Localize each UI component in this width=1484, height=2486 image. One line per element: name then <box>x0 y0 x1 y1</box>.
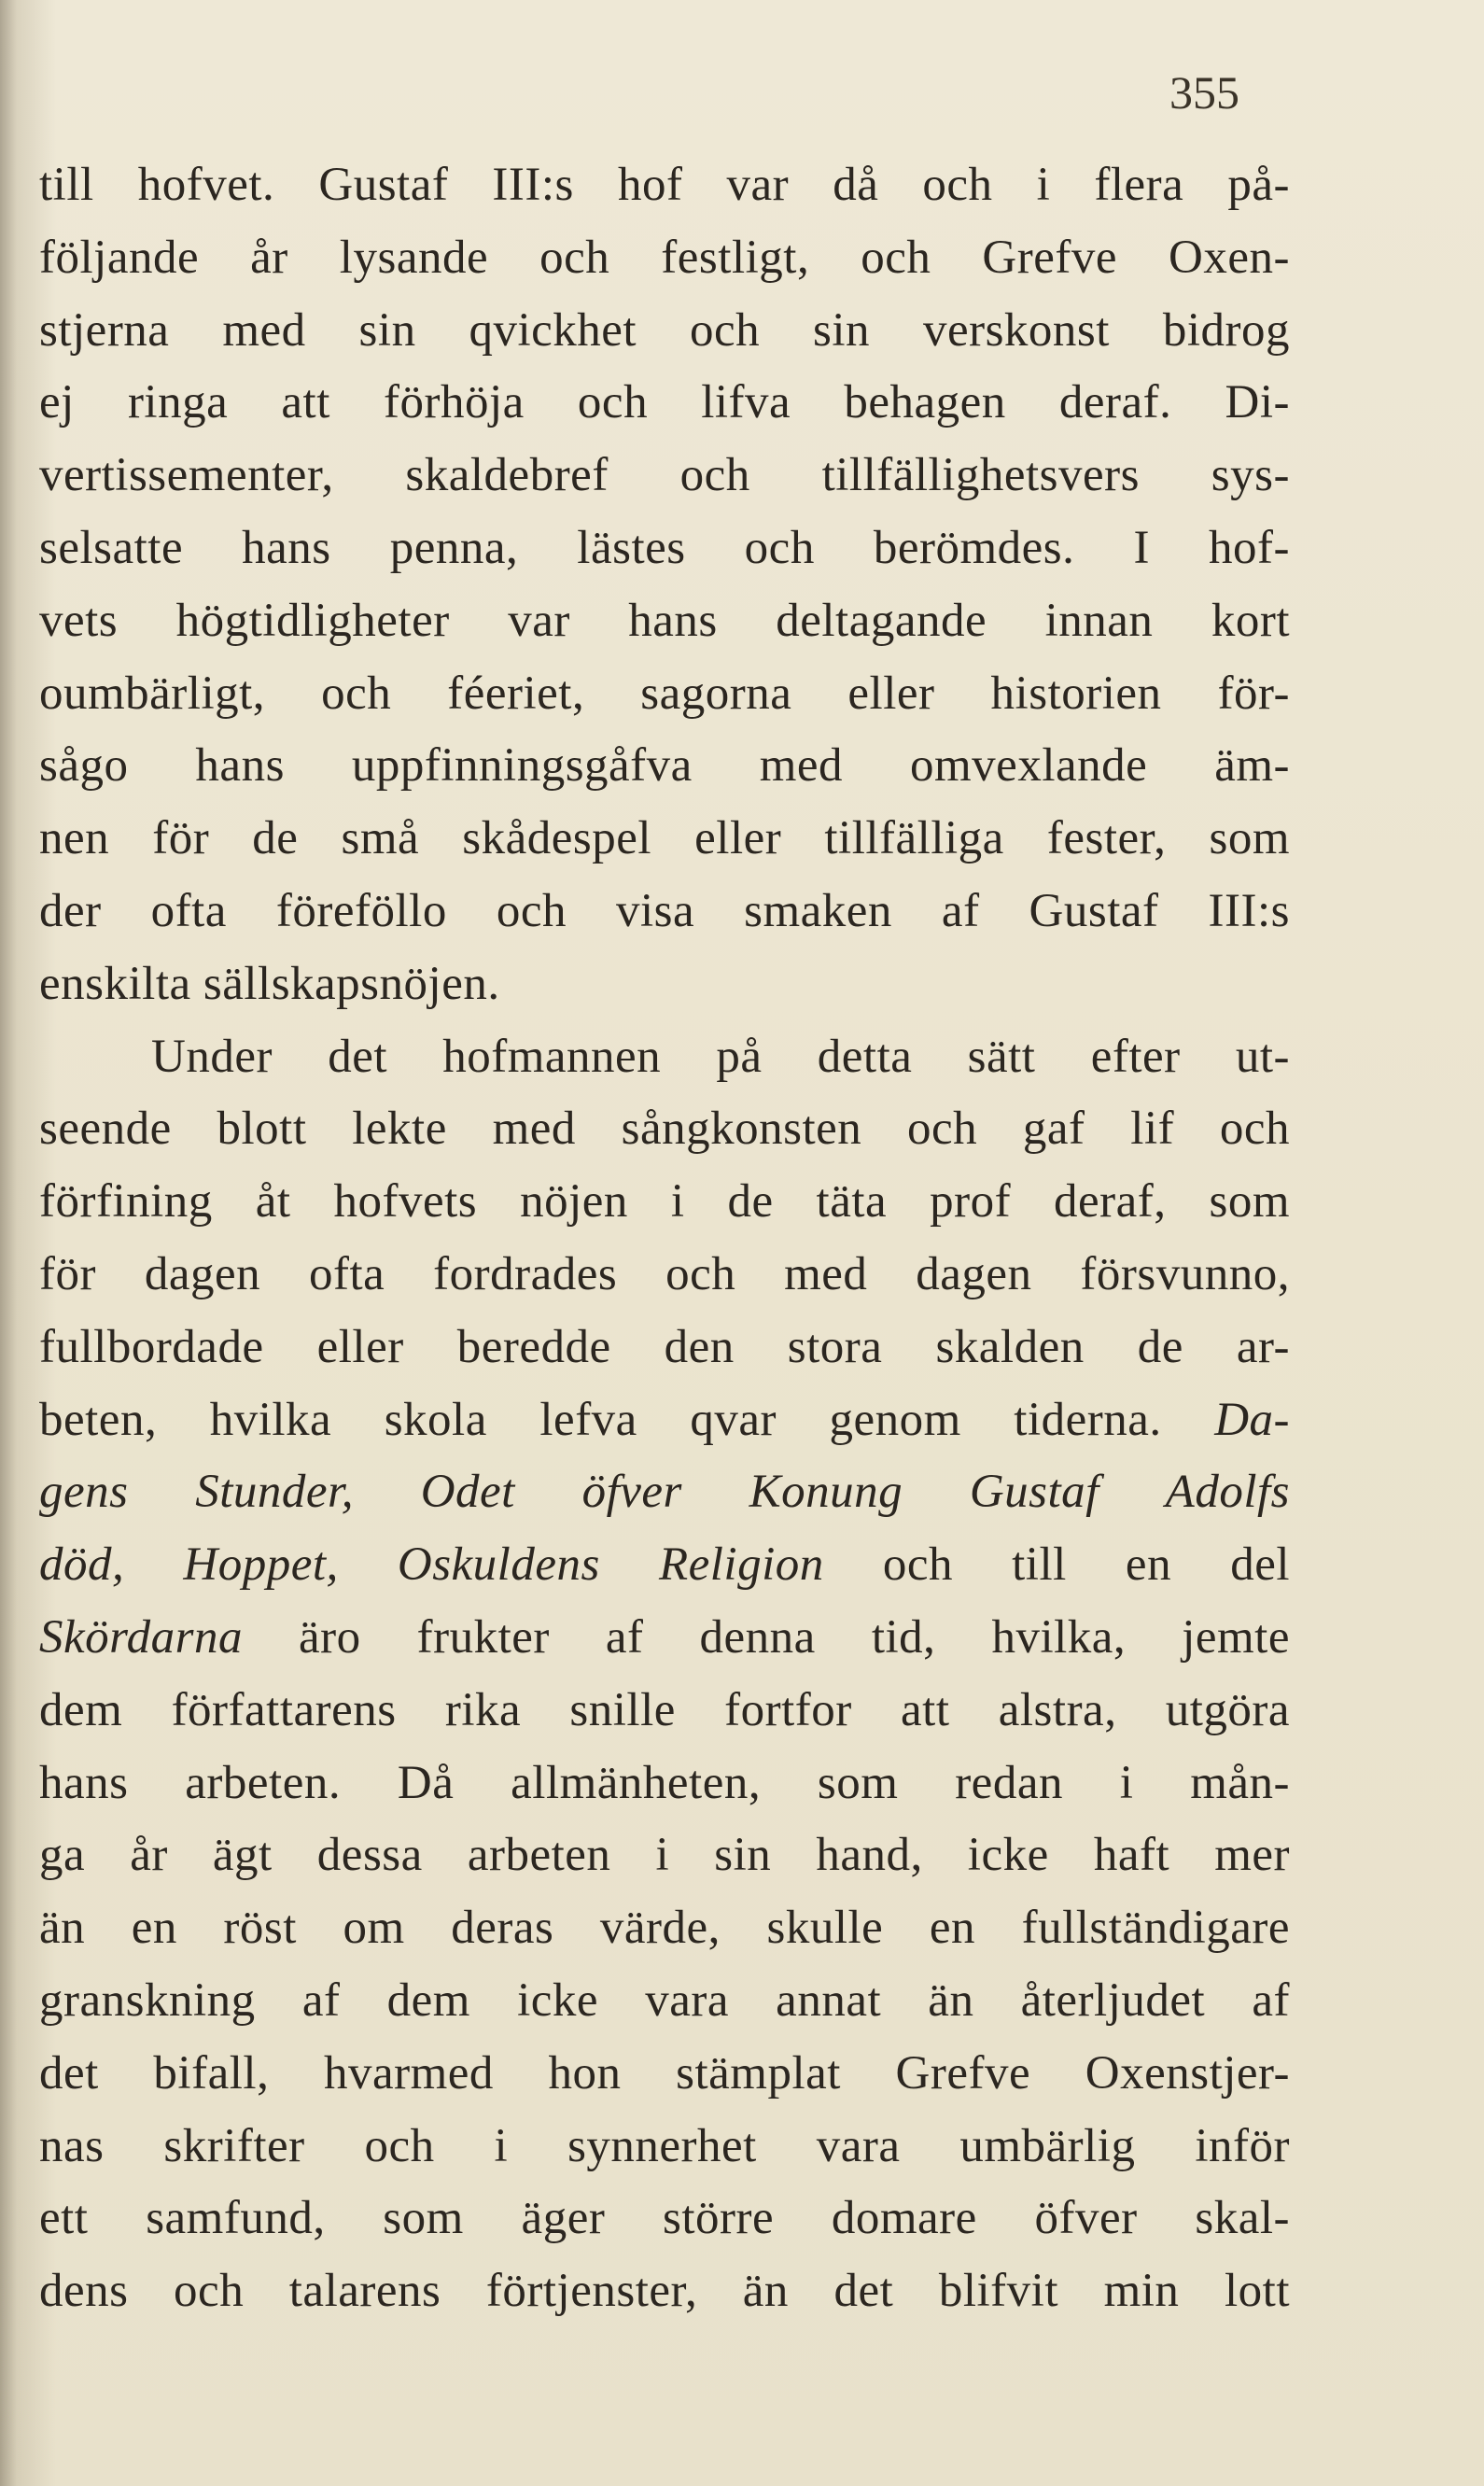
text-span: och till en del <box>823 1538 1290 1592</box>
text-line: följande år lysande och festligt, och Grefve Oxen- <box>39 231 1290 284</box>
text-line: selsatte hans penna, lästes och berömdes. I hof- <box>39 521 1290 574</box>
text-span: beten, hvilka skola lefva qvar genom tiderna. <box>39 1393 1162 1446</box>
text-line: vertissementer, skaldebref och tillfällighetsvers sys- <box>39 449 1290 502</box>
text-line: sågo hans uppfinningsgåfva med omvexlande äm- <box>39 739 1290 793</box>
text-line: till hofvet. Gustaf III:s hof var då och i flera på- <box>39 159 1290 211</box>
text-line: ett samfund, som äger större domare öfver skal- <box>39 2192 1290 2245</box>
text-line: der ofta föreföllo och visa smaken af Gustaf III:s <box>39 884 1290 937</box>
text-line: hans arbeten. Då allmänheten, som redan i mån- <box>39 1756 1290 1809</box>
text-line: fullbordade eller beredde den stora skalden de ar- <box>39 1320 1290 1373</box>
text-line: det bifall, hvarmed hon stämplat Grefve Oxenstjer- <box>39 2046 1290 2100</box>
text-line: ga år ägt dessa arbeten i sin hand, icke haft mer <box>39 1829 1290 1882</box>
body-text <box>39 149 1290 2328</box>
text-line: förfining åt hofvets nöjen i de täta prof deraf, som <box>39 1175 1290 1229</box>
text-line: seende blott lekte med sångkonsten och gaf lif och <box>39 1103 1290 1156</box>
italic-title-line: gens Stunder, Odet öfver Konung Gustaf Adolfs <box>39 1466 1290 1519</box>
text-line: än en röst om deras värde, skulle en fullständigare <box>39 1902 1290 1955</box>
text-span: äro frukter af denna tid, hvilka, jemte <box>242 1610 1290 1664</box>
text-line: oumbärligt, och féeriet, sagorna eller historien för- <box>39 667 1290 720</box>
text-line-mixed <box>39 1602 1290 1675</box>
text-line: granskning af dem icke vara annat än återljudet af <box>39 1973 1290 2027</box>
italic-title: Skördarna <box>39 1610 243 1664</box>
text-line: dens och talarens förtjenster, än det blifvit min lott <box>39 2265 1290 2318</box>
text-line: dem författarens rika snille fortfor att alstra, utgöra <box>39 1683 1290 1736</box>
italic-title: död, Hoppet, Oskuldens Religion <box>39 1538 824 1592</box>
text-line: vets högtidligheter var hans deltagande innan kort <box>39 594 1290 647</box>
text-line-mixed <box>39 1529 1290 1602</box>
italic-title: Da- <box>1214 1393 1291 1446</box>
text-line-mixed <box>39 1384 1290 1457</box>
text-line: Under det hofmannen på detta sätt efter ut- <box>151 1030 1290 1083</box>
text-line: stjerna med sin qvickhet och sin verskonst bidrog <box>39 303 1290 357</box>
text-line: nas skrifter och i synnerhet vara umbärlig inför <box>39 2119 1290 2172</box>
text-line: nen för de små skådespel eller tillfälliga fester, som <box>39 812 1290 865</box>
text-line: för dagen ofta fordrades och med dagen försvunno, <box>39 1247 1290 1300</box>
text-line: ej ringa att förhöja och lifva behagen deraf. Di- <box>39 376 1290 429</box>
page-number: 355 <box>1169 66 1239 119</box>
text-line: enskilta sällskapsnöjen. <box>39 957 500 1010</box>
